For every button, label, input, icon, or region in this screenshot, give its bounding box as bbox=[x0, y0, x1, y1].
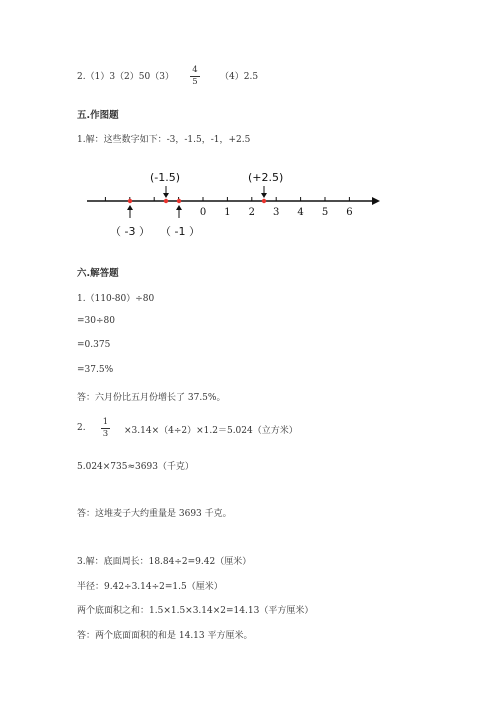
section5-q1-text: 1.解：这些数字如下：-3，-1.5，-1，+2.5 bbox=[77, 135, 251, 145]
tick-label: 3 bbox=[273, 207, 280, 218]
q3-answer: 答：两个底面面积的和是 14.13 平方厘米。 bbox=[77, 631, 253, 641]
fraction-one-third bbox=[101, 418, 110, 438]
point-pos2-5 bbox=[262, 199, 266, 203]
tick-label: 6 bbox=[346, 207, 353, 218]
q2-prefix: 2. bbox=[77, 423, 86, 433]
q2-line-2: 5.024×735≈3693（千克） bbox=[77, 462, 194, 472]
q1-line-3: =0.375 bbox=[77, 340, 111, 350]
point-neg1 bbox=[177, 199, 181, 203]
q3-line-1: 3.解：底面周长：18.84÷2=9.42（厘米） bbox=[77, 557, 252, 567]
section-heading-6: 六.解答题 bbox=[77, 268, 119, 279]
number-line-arrow bbox=[372, 197, 380, 205]
label-neg3: （ -3 ） bbox=[110, 225, 150, 238]
q1-line-2: =30÷80 bbox=[77, 316, 115, 326]
q3-line-2: 半径：9.42÷3.14÷2=1.5（厘米） bbox=[77, 582, 223, 592]
q1-line-4: =37.5% bbox=[77, 365, 114, 375]
tick-label: 0 bbox=[199, 207, 207, 218]
arrowhead-neg1-5 bbox=[163, 193, 169, 198]
tick-label: 4 bbox=[297, 207, 304, 218]
q1-answer: 答：六月份比五月份增长了 37.5%。 bbox=[77, 393, 226, 403]
q2-prev-suffix: （4）2.5 bbox=[220, 72, 259, 82]
point-neg1-5 bbox=[164, 199, 168, 203]
fraction-denominator: 5 bbox=[192, 76, 198, 87]
q2-answer: 答：这堆麦子大约重量是 3693 千克。 bbox=[77, 509, 232, 519]
tick-labels bbox=[200, 207, 353, 218]
q1-line-1: 1.（110-80）÷80 bbox=[77, 294, 155, 304]
fraction-numerator: 4 bbox=[192, 65, 198, 75]
label-pos2-5: (+2.5) bbox=[248, 171, 284, 184]
point-neg3 bbox=[128, 199, 132, 203]
q3-line-3: 两个底面积之和：1.5×1.5×3.14×2=14.13（平方厘米） bbox=[77, 606, 314, 616]
label-neg1-5: (-1.5) bbox=[150, 171, 181, 184]
arrowhead-neg1 bbox=[176, 205, 182, 210]
label-neg1: （ -1 ） bbox=[160, 225, 200, 238]
arrowhead-pos2-5 bbox=[261, 193, 267, 198]
section-heading-5: 五.作图题 bbox=[77, 110, 119, 121]
tick-label: 1 bbox=[224, 207, 231, 218]
q2-prev-prefix: 2.（1）3（2）50（3） bbox=[77, 72, 174, 82]
arrowhead-neg3 bbox=[127, 205, 133, 210]
tick-label: 5 bbox=[321, 207, 329, 218]
q2-formula: ×3.14×（4÷2）×1.2＝5.024（立方米） bbox=[124, 426, 298, 436]
fraction-denominator: 3 bbox=[102, 428, 109, 439]
tick-label: 2 bbox=[248, 207, 255, 218]
fraction-numerator: 1 bbox=[102, 417, 109, 427]
